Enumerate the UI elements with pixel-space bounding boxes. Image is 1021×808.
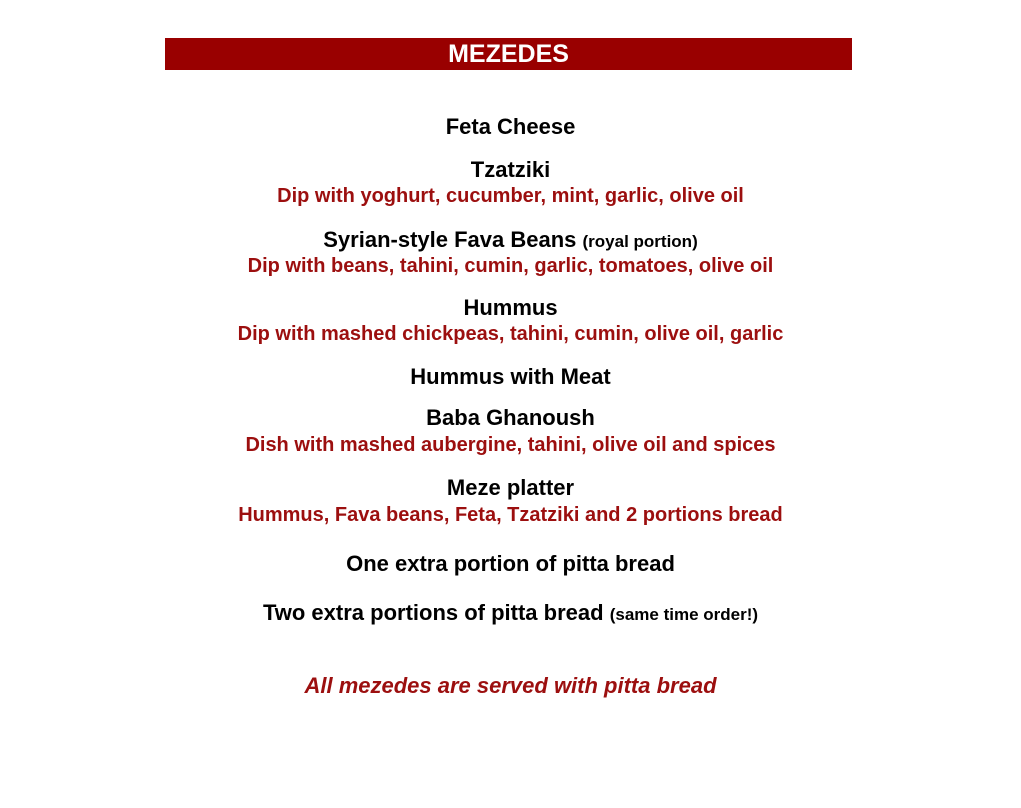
menu-item-hummus-with-meat [0, 364, 1021, 390]
section-header-bar [165, 38, 852, 70]
item-name: Meze platter [446, 475, 575, 500]
item-name: Hummus with Meat [410, 364, 611, 389]
menu-item-hummus [0, 295, 1021, 321]
menu-item-one-extra-pitta [0, 551, 1021, 577]
menu-item-feta-cheese [0, 114, 1021, 140]
item-name: Baba Ghanoush [426, 405, 595, 430]
item-description-hummus: Dip with mashed chickpeas, tahini, cumin, olive oil, garlic [237, 323, 784, 345]
item-name: One extra portion of pitta bread [346, 551, 675, 576]
section-title: MEZEDES [448, 40, 569, 68]
item-qualifier: (same time order!) [609, 605, 759, 624]
item-qualifier: (royal portion) [582, 232, 698, 251]
menu-item-fava-beans [0, 227, 1021, 255]
item-description-baba-ghanoush: Dish with mashed aubergine, tahini, olive oil and spices [245, 434, 776, 456]
item-description-tzatziki: Dip with yoghurt, cucumber, mint, garlic, olive oil [277, 185, 744, 207]
item-name: Two extra portions of pitta bread [262, 600, 604, 625]
menu-item-two-extra-pitta [0, 600, 1021, 628]
item-name: Tzatziki [470, 157, 551, 182]
item-description-fava-beans: Dip with beans, tahini, cumin, garlic, tomatoes, olive oil [247, 255, 774, 277]
item-name: Hummus [463, 295, 558, 320]
item-description-meze-platter: Hummus, Fava beans, Feta, Tzatziki and 2 portions bread [238, 504, 783, 526]
menu-item-tzatziki [0, 157, 1021, 183]
item-name: Feta Cheese [445, 114, 576, 139]
footer-note: All mezedes are served with pitta bread [304, 673, 717, 698]
menu-item-meze-platter [0, 475, 1021, 501]
menu-item-baba-ghanoush [0, 405, 1021, 431]
item-name: Syrian-style Fava Beans [323, 227, 577, 252]
